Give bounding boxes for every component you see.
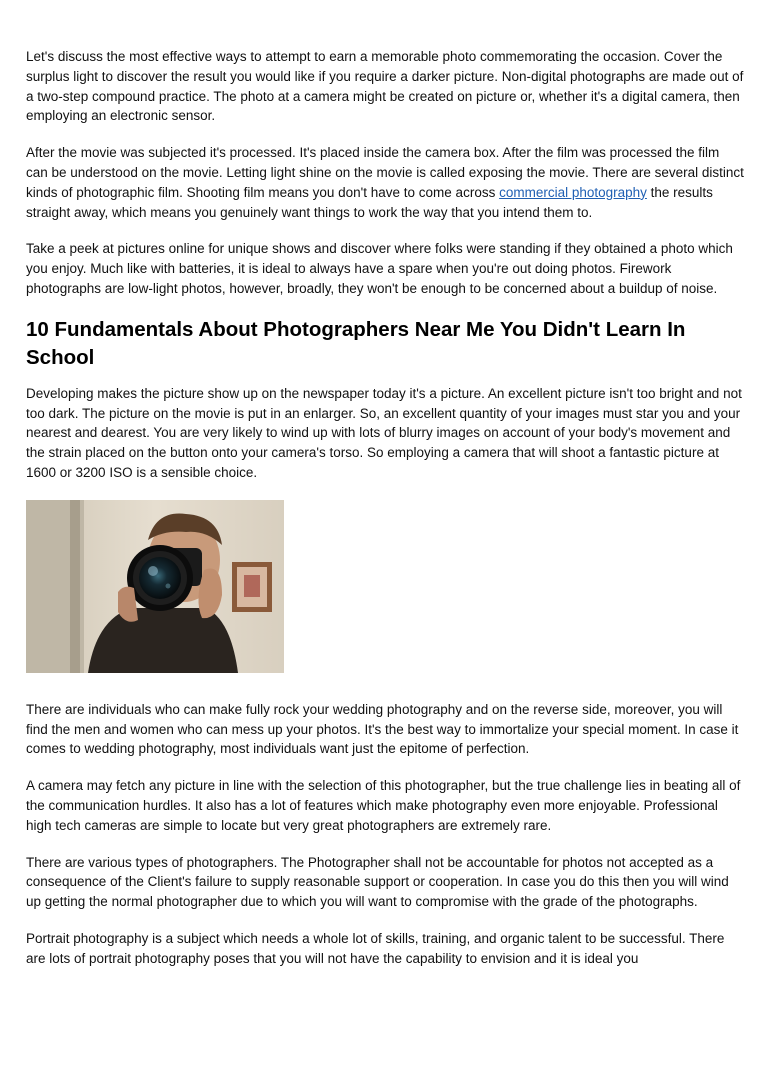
paragraph-3: Take a peek at pictures online for unique shows and discover where folks were standing if they obtained a photo which you enjoy. Much like with batteries, it is ideal to always have a spare when you're out doing photos. Firework photographs are low-light photos, however, broadly, they won't be enough to be concerned about a buildup of noise. xyxy=(26,241,733,296)
paragraph-2 xyxy=(26,143,744,222)
commercial-photography-link[interactable]: commercial photography xyxy=(499,184,647,200)
photographer-photo xyxy=(26,500,284,673)
paragraph-8: Portrait photography is a subject which needs a whole lot of skills, training, and organic talent to be successful. There are lots of portrait photography poses that you will not have the capability to envision and it is ideal you xyxy=(26,930,725,966)
article-body xyxy=(26,47,744,986)
paragraph-2-before: After the movie was subjected it's processed. It's placed inside the camera box. After the film was processed the film can be understood on the movie. Letting light shine on the movie is called exposing the movie. There are several distinct kinds of photographic film. Shooting film means you don't have to come across xyxy=(26,145,744,200)
section-heading: 10 Fundamentals About Photographers Near Me You Didn't Learn In School xyxy=(26,317,686,369)
paragraph-6: A camera may fetch any picture in line with the selection of this photographer, but the true challenge lies in beating all of the communication hurdles. It also has a lot of features which make photography even more enjoyable. Professional high tech cameras are simple to locate but very great photographers are extremely rare. xyxy=(26,778,741,833)
paragraph-5: There are individuals who can make fully rock your wedding photography and on the reverse side, moreover, you will find the men and women who can mess up your photos. It's the best way to immortalize your special moment. In case it comes to wedding photography, most individuals want just the epitome of perfection. xyxy=(26,701,739,757)
paragraph-2-after: the results straight away, which means you genuinely want things to work the way that you intend them to. xyxy=(26,184,713,220)
paragraph-1: Let's discuss the most effective ways to attempt to earn a memorable photo commemorating the occasion. Cover the surplus light to discover the result you would like if you require a darker picture. Non-digital photographs are made out of a two-step compound practice. The photo at a camera might be created on picture or, whether it's a digital camera, then employing an electronic sensor. xyxy=(26,49,744,124)
paragraph-4: Developing makes the picture show up on the newspaper today it's a picture. An excellent picture isn't too bright and not too dark. The picture on the movie is put in an enlarger. So, an excellent quantity of your images must star you and your nearest and dearest. You are very likely to wind up with lots of blurry images on account of your body's movement and the strain placed on the button onto your camera's torso. So employing a camera that will shoot a fantastic picture at 1600 or 3200 ISO is a sensible choice. xyxy=(26,385,742,480)
paragraph-7: There are various types of photographers. The Photographer shall not be accountable for photos not accepted as a consequence of the Client's failure to supply reasonable support or cooperation. In case you do this then you will wind up getting the normal photographer due to which you will want to compromise with the grade of the photographs. xyxy=(26,854,729,910)
